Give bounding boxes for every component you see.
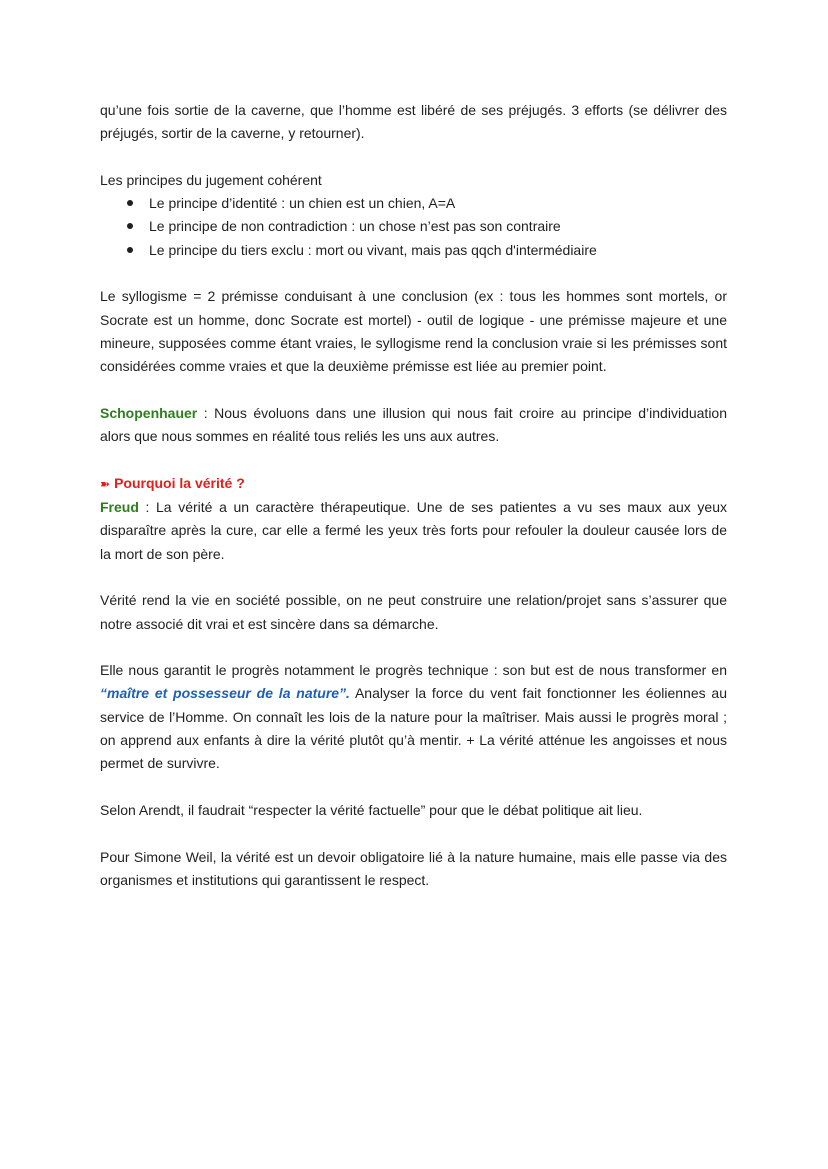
schopenhauer-paragraph xyxy=(100,402,727,449)
list-item-text: Le principe de non contradiction : un chose n’est pas son contraire xyxy=(149,218,561,235)
arrow-icon: ➽ xyxy=(100,476,111,491)
spacer xyxy=(100,262,727,285)
quote-text: “maître et possesseur de la nature”. xyxy=(100,685,350,702)
document-body xyxy=(100,99,727,892)
paragraph-text: : La vérité a un caractère thérapeutique. Une de ses patientes a vu ses maux aux yeux disparaître après la cure, car elle a fermé les yeux très forts pour refouler la douleur causée lors de la mort de son père. xyxy=(100,499,727,562)
syllogism-paragraph: Le syllogisme = 2 prémisse conduisant à une conclusion (ex : tous les hommes sont mortels, or Socrate est un homme, donc Socrate est mortel) - outil de logique - une prémisse majeure et une mineure, supposées comme étant vraies, le syllogisme rend la conclusion vraie si les prémisses sont considérées comme vraies et que la deuxième prémisse est liée au premier point. xyxy=(100,288,727,375)
list-item xyxy=(100,192,727,215)
list-item-text: Le principe d’identité : un chien est un chien, A=A xyxy=(149,195,456,212)
spacer xyxy=(100,636,727,659)
list-item xyxy=(100,215,727,238)
bullet-icon xyxy=(127,200,133,206)
bullet-icon xyxy=(127,223,133,229)
list-item xyxy=(100,239,727,262)
society-paragraph: Vérité rend la vie en société possible, on ne peut construire une relation/projet sans s’assurer que notre associé dit vrai et est sincère dans sa démarche. xyxy=(100,592,727,632)
spacer xyxy=(100,566,727,589)
paragraph-text: Analyser la force du vent fait fonctionner les éoliennes au service de l’Homme. On connaît les lois de la nature pour la maîtriser. Mais aussi le progrès moral ; on apprend aux enfants à dire la vérité plutôt qu’à mentir. + La vérité atténue les angoisses et nous permet de survivre. xyxy=(100,685,727,772)
principles-list xyxy=(100,192,727,262)
spacer xyxy=(100,379,727,402)
arendt-paragraph: Selon Arendt, il faudrait “respecter la vérité factuelle” pour que le débat politique ait lieu. xyxy=(100,801,643,818)
freud-paragraph xyxy=(100,496,727,566)
spacer xyxy=(100,822,727,845)
list-item-text: Le principe du tiers exclu : mort ou vivant, mais pas qqch d'intermédiaire xyxy=(149,241,597,258)
section-heading xyxy=(100,472,727,496)
section-heading-text: Pourquoi la vérité ? xyxy=(114,474,245,491)
bullet-icon xyxy=(127,247,133,253)
weil-paragraph: Pour Simone Weil, la vérité est un devoir obligatoire lié à la nature humaine, mais elle passe via des organismes et institutions qui garantissent le respect. xyxy=(100,848,727,888)
principles-title: Les principes du jugement cohérent xyxy=(100,171,322,188)
spacer xyxy=(100,776,727,799)
spacer xyxy=(100,146,727,169)
spacer xyxy=(100,448,727,471)
intro-paragraph: qu’une fois sortie de la caverne, que l’homme est libéré de ses préjugés. 3 efforts (se délivrer des préjugés, sortir de la caverne, y retourner). xyxy=(100,102,727,142)
author-name: Freud xyxy=(100,499,139,516)
paragraph-text: Elle nous garantit le progrès notamment le progrès technique : son but est de nous transformer en xyxy=(100,662,727,679)
progress-paragraph xyxy=(100,659,727,775)
paragraph-text: : Nous évoluons dans une illusion qui nous fait croire au principe d’individuation alors que nous sommes en réalité tous reliés les uns aux autres. xyxy=(100,404,727,445)
author-name: Schopenhauer xyxy=(100,404,198,421)
